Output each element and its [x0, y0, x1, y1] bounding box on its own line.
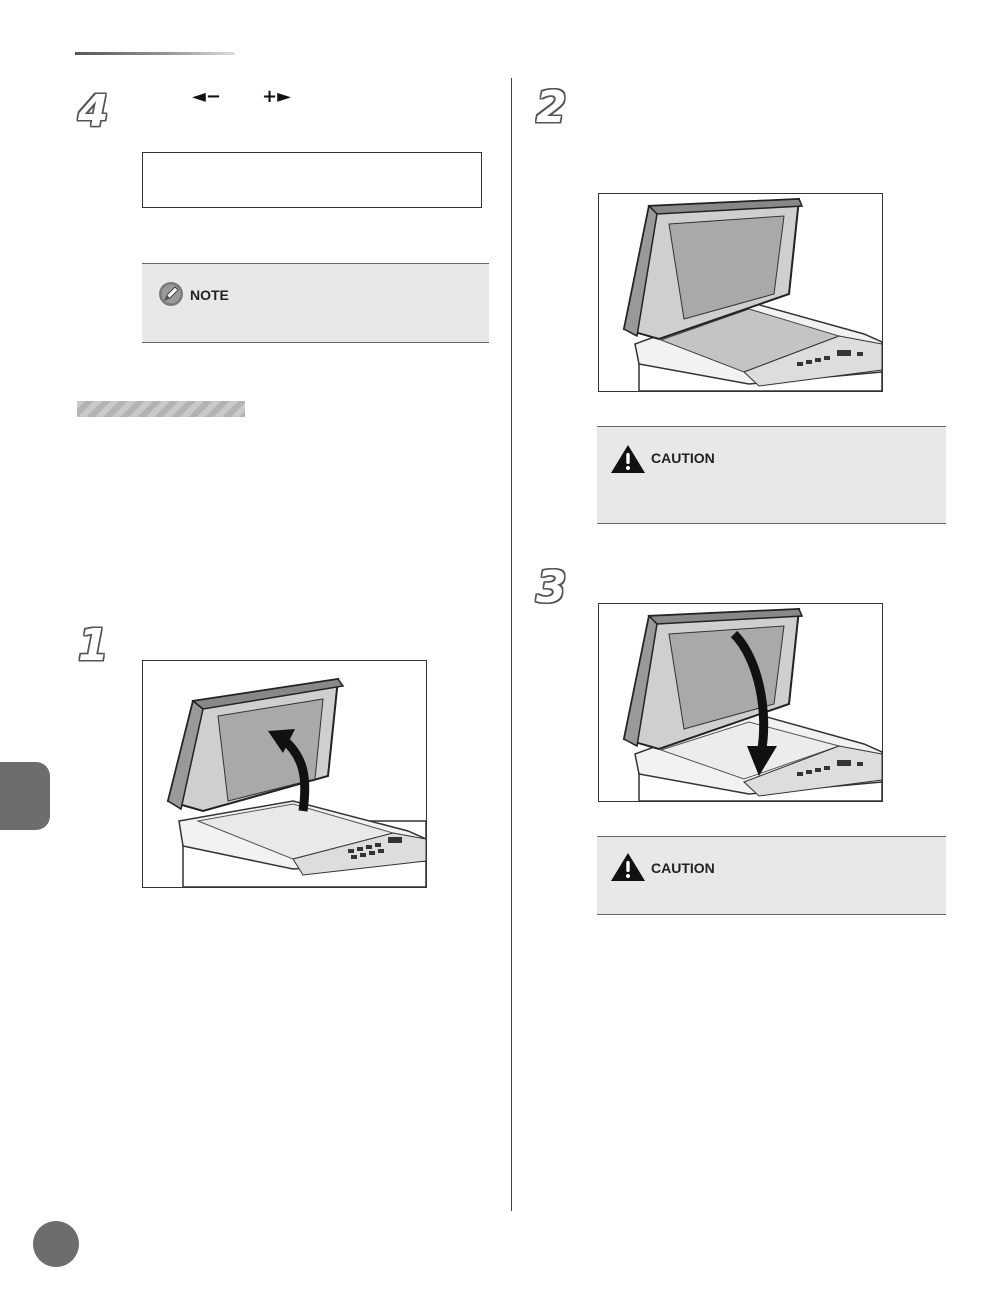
step-number-3: 3: [536, 562, 567, 613]
pencil-note-icon: [158, 281, 184, 312]
lcd-display-box: [142, 152, 482, 208]
header-rule: [75, 52, 235, 55]
step-number-1: 1: [78, 620, 109, 671]
illustration-open-feeder: [142, 660, 427, 888]
warning-triangle-icon: [610, 852, 646, 887]
plus-right-key-icon: +►: [262, 86, 291, 107]
note-label: NOTE: [190, 287, 229, 303]
caution-panel-2: [597, 836, 946, 915]
illustration-document-on-glass: [598, 193, 883, 392]
caution-label-2: CAUTION: [651, 860, 715, 876]
page-number-badge: [33, 1221, 79, 1267]
column-divider: [511, 78, 512, 1211]
left-minus-key-icon: ◄−: [192, 86, 221, 107]
warning-triangle-icon: [610, 444, 646, 479]
caution-label-1: CAUTION: [651, 450, 715, 466]
step-number-4: 4: [78, 86, 109, 137]
illustration-close-feeder: [598, 603, 883, 802]
caution-panel-1: [597, 426, 946, 524]
chapter-tab: [0, 762, 50, 830]
section-heading-bar: [77, 401, 245, 417]
step-number-2: 2: [536, 82, 567, 133]
note-panel: [142, 263, 489, 343]
